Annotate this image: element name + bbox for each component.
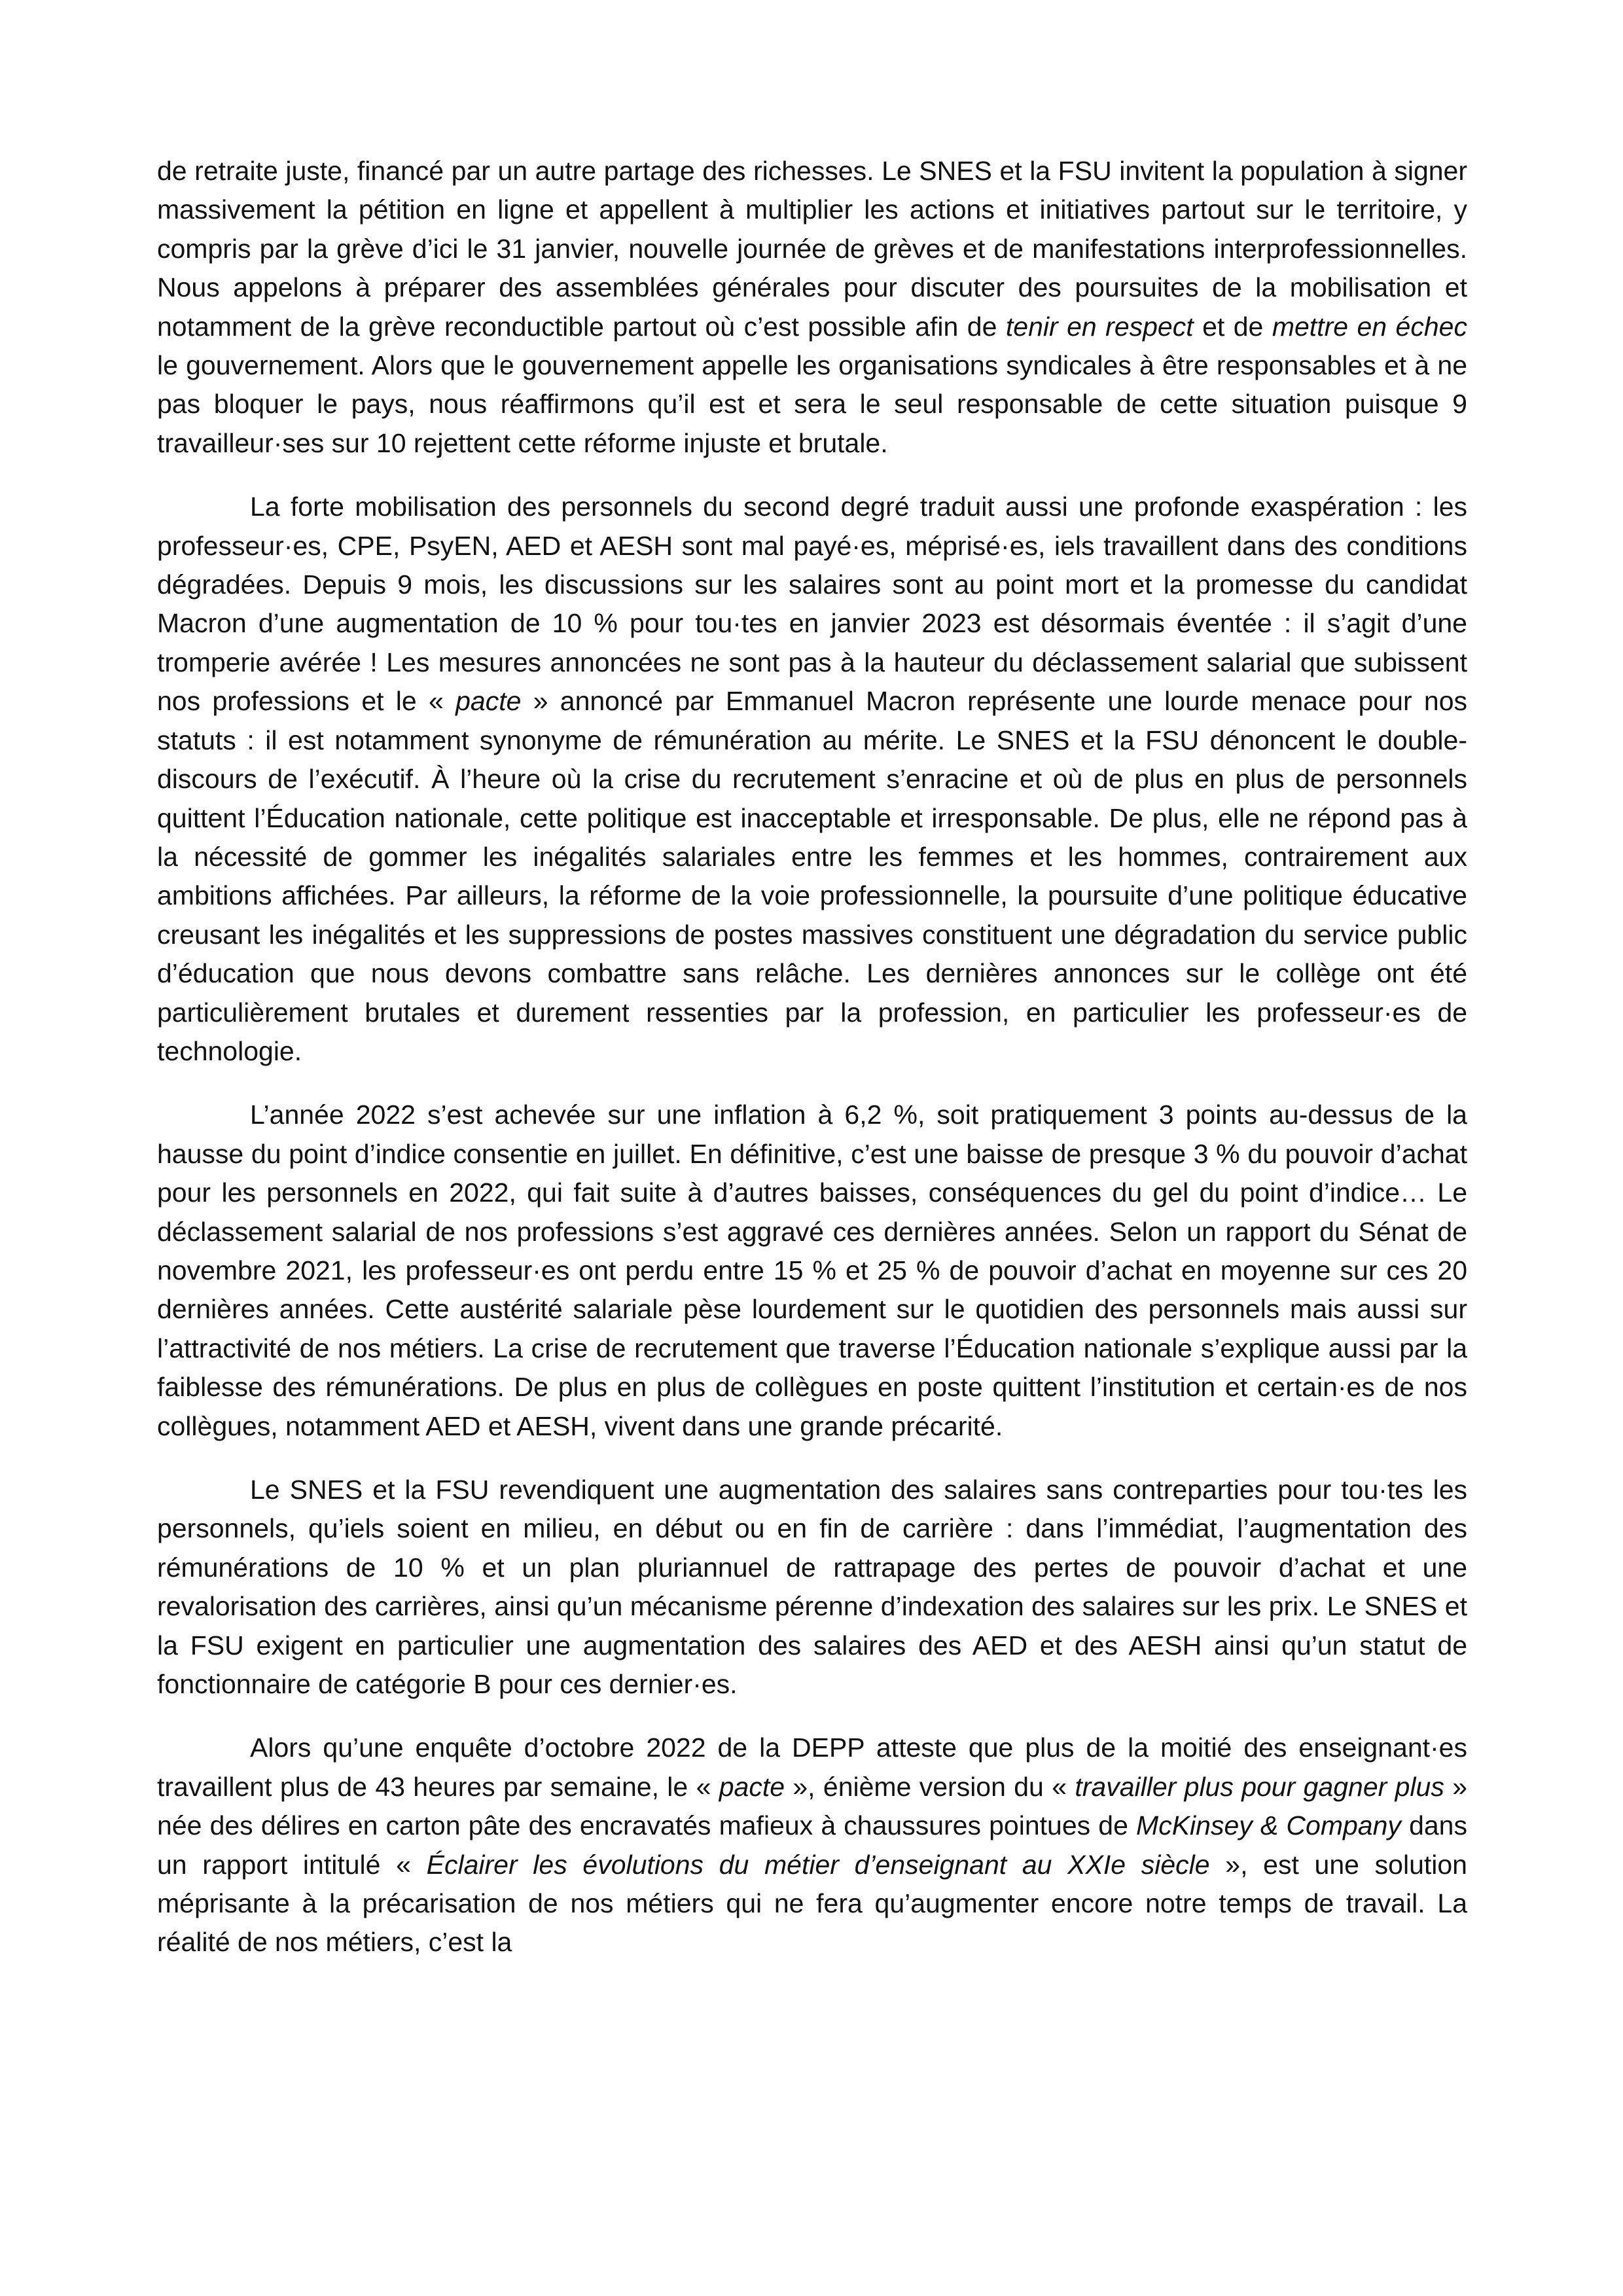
text-segment: de retraite juste, financé par un autre partage des richesses. Le SNES et la FSU invitent la population à signer massivement la pétition en ligne et appellent à multiplier les actions et initiatives partout sur le territoire, y compris par la grève d’ici le 31 janvier, nouvelle journée de grèves et de manifestations interprofessionnelles. Nous appelons à préparer des assemblées générales pour discuter des poursuites de la mobilisation et notamment de la grève reconductible partout où c’est possible afin de (157, 156, 1467, 342)
text-segment: Le SNES et la FSU revendiquent une augmentation des salaires sans contreparties pour tou·tes les personnels, qu’iels soient en milieu, en début ou en fin de carrière : dans l’immédiat, l’augmentation des rémunérations de 10 % et un plan pluriannuel de rattrapage des pertes de pouvoir d’achat et une revalorisation des carrières, ainsi qu’un mécanisme pérenne d’indexation des salaires sur les prix. Le SNES et la FSU exigent en particulier une augmentation des salaires des AED et des AESH ainsi qu’un statut de fonctionnaire de catégorie B pour ces dernier·es. (157, 1475, 1467, 1700)
paragraph-2 (157, 488, 1467, 1071)
italic-text: pacte (455, 686, 522, 717)
italic-text: Éclairer les évolutions du métier d’enseignant au XXIe siècle (426, 1849, 1210, 1880)
text-segment: La forte mobilisation des personnels du second degré traduit aussi une profonde exaspération : les professeur·es, CPE, PsyEN, AED et AESH sont mal payé·es, méprisé·es, iels travaillent dans des conditions dégradées. Depuis 9 mois, les discussions sur les salaires sont au point mort et la promesse du candidat Macron d’une augmentation de 10 % pour tou·tes en janvier 2023 est désormais éventée : il s’agit d’une tromperie avérée ! Les mesures annoncées ne sont pas à la hauteur du déclassement salarial que subissent nos professions et le « (157, 492, 1467, 717)
italic-text: tenir en respect (1005, 311, 1194, 342)
text-segment: » née des délires en carton pâte des encravatés mafieux à chaussures pointues de (157, 1771, 1467, 1841)
text-segment: le gouvernement. Alors que le gouvernement appelle les organisations syndicales à être responsables et à ne pas bloquer le pays, nous réaffirmons qu’il est et sera le seul responsable de cette situation puisque 9 travailleur·ses sur 10 rejettent cette réforme injuste et brutale. (157, 350, 1467, 458)
text-segment: Alors qu’une enquête d’octobre 2022 de la DEPP atteste que plus de la moitié des enseignant·es travaillent plus de 43 heures par semaine, le « (157, 1732, 1467, 1802)
text-segment: dans un rapport intitulé « (157, 1810, 1467, 1880)
italic-text: travailler plus pour gagner plus (1075, 1771, 1444, 1802)
paragraph-4 (157, 1471, 1467, 1704)
document-page (157, 152, 1467, 2155)
text-segment: et de (1193, 311, 1272, 342)
paragraph-3 (157, 1096, 1467, 1446)
italic-text: pacte (719, 1771, 785, 1802)
italic-text: mettre en échec (1272, 311, 1467, 342)
text-segment: », énième version du « (785, 1771, 1075, 1802)
italic-text: McKinsey & Company (1136, 1810, 1401, 1841)
paragraph-1 (157, 152, 1467, 463)
text-segment: L’année 2022 s’est achevée sur une inflation à 6,2 %, soit pratiquement 3 points au-dessus de la hausse du point d’indice consentie en juillet. En définitive, c’est une baisse de presque 3 % du pouvoir d’achat pour les personnels en 2022, qui fait suite à d’autres baisses, conséquences du gel du point d’indice… Le déclassement salarial de nos professions s’est aggravé ces dernières années. Selon un rapport du Sénat de novembre 2021, les professeur·es ont perdu entre 15 % et 25 % de pouvoir d’achat en moyenne sur ces 20 dernières années. Cette austérité salariale pèse lourdement sur le quotidien des personnels mais aussi sur l’attractivité de nos métiers. La crise de recrutement que traverse l’Éducation nationale s’explique aussi par la faiblesse des rémunérations. De plus en plus de collègues en poste quittent l’institution et certain·es de nos collègues, notamment AED et AESH, vivent dans une grande précarité. (157, 1100, 1467, 1441)
text-segment: » annoncé par Emmanuel Macron représente une lourde menace pour nos statuts : il est notamment synonyme de rémunération au mérite. Le SNES et la FSU dénoncent le double-discours de l’exécutif. À l’heure où la crise du recrutement s’enracine et où de plus en plus de personnels quittent l’Éducation nationale, cette politique est inacceptable et irresponsable. De plus, elle ne répond pas à la nécessité de gommer les inégalités salariales entre les femmes et les hommes, contrairement aux ambitions affichées. Par ailleurs, la réforme de la voie professionnelle, la poursuite d’une politique éducative creusant les inégalités et les suppressions de postes massives constituent une dégradation du service public d’éducation que nous devons combattre sans relâche. Les dernières annonces sur le collège ont été particulièrement brutales et durement ressenties par la profession, en particulier les professeur·es de technologie. (157, 686, 1467, 1066)
paragraph-5 (157, 1729, 1467, 1962)
text-segment: », est une solution méprisante à la précarisation de nos métiers qui ne fera qu’augmenter encore notre temps de travail. La réalité de nos métiers, c’est la (157, 1849, 1467, 1958)
